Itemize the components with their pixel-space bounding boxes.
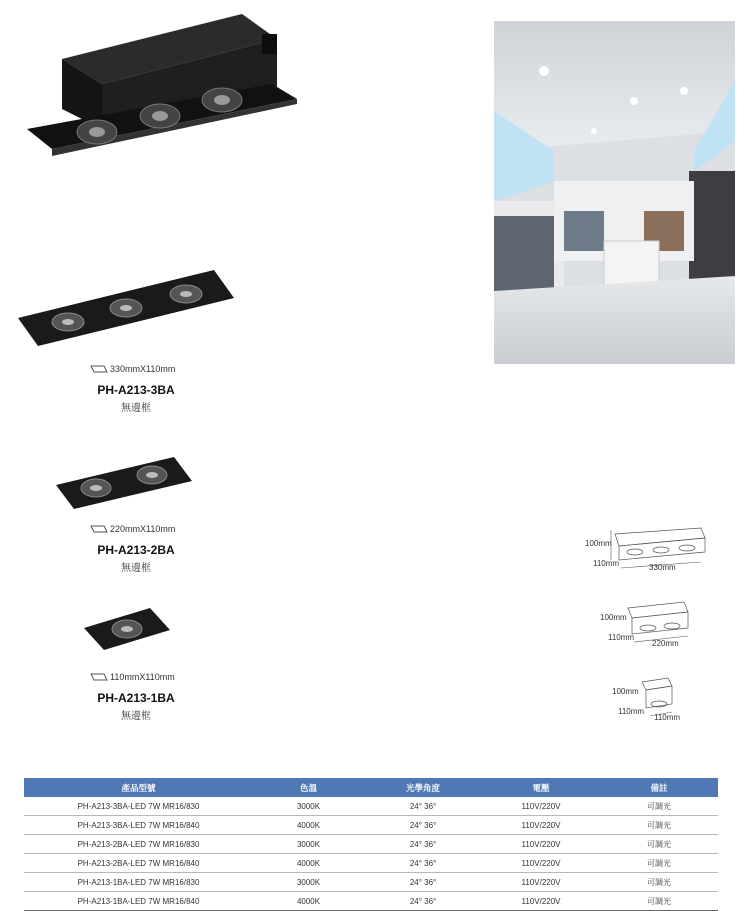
dimension-icon — [90, 672, 108, 682]
table-row — [24, 835, 718, 854]
depth-label: 110mm — [608, 633, 635, 642]
table-cell: PH-A213-3BA-LED 7W MR16/830 — [24, 797, 253, 816]
table-cell: 24° 36° — [364, 854, 482, 873]
product-subtitle: 無邊框 — [121, 563, 151, 574]
product-size-label: 110mmX110mm — [90, 672, 175, 682]
table-cell: 可調光 — [600, 835, 718, 854]
table-cell: 3000K — [253, 797, 364, 816]
table-cell: 可調光 — [600, 854, 718, 873]
table-cell: 可調光 — [600, 873, 718, 892]
product-model: PH-A213-2BA — [97, 543, 175, 557]
dimension-drawing-1ba — [610, 676, 700, 724]
product-subtitle: 無邊框 — [121, 711, 151, 722]
table-cell: 3000K — [253, 835, 364, 854]
product-size-label: 220mmX110mm — [90, 524, 175, 534]
table-row — [24, 816, 718, 835]
table-row — [24, 797, 718, 816]
product-subtitle: 無邊框 — [121, 403, 151, 414]
width-label: 110mm — [654, 713, 681, 722]
product-3ba-image — [18, 268, 234, 348]
table-cell: 4000K — [253, 892, 364, 911]
table-cell: PH-A213-2BA-LED 7W MR16/840 — [24, 854, 253, 873]
table-cell: 24° 36° — [364, 816, 482, 835]
product-model: PH-A213-1BA — [97, 691, 175, 705]
width-label: 330mm — [649, 563, 676, 572]
table-row — [24, 854, 718, 873]
header-model: 產品型號 — [24, 778, 253, 797]
table-cell: 24° 36° — [364, 797, 482, 816]
height-label: 100mm — [612, 687, 639, 696]
store-interior-photo — [494, 21, 735, 364]
table-cell: PH-A213-1BA-LED 7W MR16/840 — [24, 892, 253, 911]
height-label: 100mm — [600, 613, 627, 622]
header-beam-angle: 光學角度 — [364, 778, 482, 797]
product-model: PH-A213-3BA — [97, 383, 175, 397]
table-header-row — [24, 778, 718, 797]
table-cell: 24° 36° — [364, 892, 482, 911]
table-cell: 3000K — [253, 873, 364, 892]
table-cell: PH-A213-1BA-LED 7W MR16/830 — [24, 873, 253, 892]
table-cell: 可調光 — [600, 892, 718, 911]
spec-table — [24, 778, 718, 911]
product-hero-image — [22, 14, 302, 164]
dimension-drawing-3ba — [583, 524, 713, 576]
header-voltage: 電壓 — [482, 778, 600, 797]
product-2ba-image — [56, 455, 192, 511]
table-cell: 4000K — [253, 816, 364, 835]
dimension-icon — [90, 524, 108, 534]
table-cell: 可調光 — [600, 797, 718, 816]
header-remark: 備註 — [600, 778, 718, 797]
table-cell: 24° 36° — [364, 873, 482, 892]
depth-label: 110mm — [593, 559, 620, 568]
table-cell: 4000K — [253, 854, 364, 873]
header-color-temp: 色溫 — [253, 778, 364, 797]
table-cell: 24° 36° — [364, 835, 482, 854]
dimension-drawing-2ba — [598, 600, 698, 650]
table-cell: 可調光 — [600, 816, 718, 835]
table-cell: 110V/220V — [482, 854, 600, 873]
product-1ba-image — [84, 606, 170, 652]
width-label: 220mm — [652, 639, 679, 648]
table-cell: 110V/220V — [482, 816, 600, 835]
dimension-icon — [90, 364, 108, 374]
table-cell: PH-A213-3BA-LED 7W MR16/840 — [24, 816, 253, 835]
depth-label: 110mm — [618, 707, 645, 716]
product-size-label: 330mmX110mm — [90, 364, 175, 374]
height-label: 100mm — [585, 539, 612, 548]
table-cell: 110V/220V — [482, 797, 600, 816]
table-cell: 110V/220V — [482, 873, 600, 892]
table-row — [24, 873, 718, 892]
table-cell: 110V/220V — [482, 835, 600, 854]
table-cell: 110V/220V — [482, 892, 600, 911]
table-cell: PH-A213-2BA-LED 7W MR16/830 — [24, 835, 253, 854]
